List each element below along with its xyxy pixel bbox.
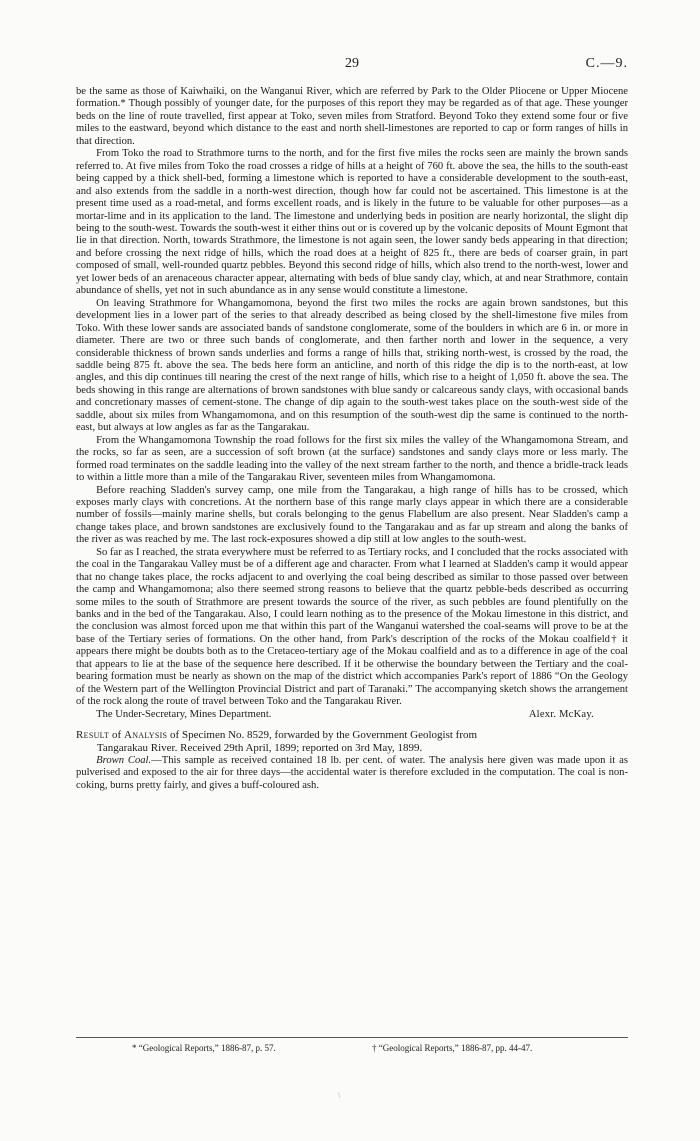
- paragraph: be the same as those of Kaiwhaiki, on the Wanganui River, which are referred by Park to the Older Pliocene or Upper Miocene formation.* Though possibly of younger date, for the purposes of this report they may be regarded as of that age. These younger beds on the line of route travelled, first appear at Toko, seven miles from Stratford. Beyond Toko they extend some four or five miles to the eastward, beyond which distance to the east and north shell-limestones are reported to cap or form ranges of hills in that direction.: [76, 86, 628, 147]
- brown-coal-label: Brown Coal.: [96, 754, 152, 766]
- of-word: of: [112, 728, 122, 741]
- document-code: C.—9.: [585, 56, 628, 71]
- recipient: The Under-Secretary, Mines Department.: [96, 708, 272, 720]
- heading-rest: of Specimen No. 8529, forwarded by the Government Geologist from: [170, 728, 478, 741]
- footnote-rule: [76, 1037, 628, 1038]
- paragraph: On leaving Strathmore for Whangamomona, beyond the first two miles the rocks are again brown sandstones, but this development lies in a lower part of the series to that already described as being closed by the shell-limestone five miles from Toko. With these lower sands are associated bands of sandstone conglomerate, some of the boulders in which are 6 in. or more in diameter. There are two or three such bands of conglomerate, and then farther north and lower in the sequence, a very considerable thickness of brown sands underlies and forms a range of hills that, striking north-west, is crossed by the road, the saddle being 875 ft. above the sea. The beds here form an anticline, and north of this ridge the dip is to the north-east, at low angles, and this dip continues till nearing the crest of the next range of hills, which rise to a height of 1,050 ft. above the sea. The beds showing in this range are alternations of brown sandstones with blue sandy or calcareous sandy clays, with occasional bands and concretionary masses of cement-stone. The change of dip again to the south-west takes place on the south-west side of the saddle, about six miles from Whangamomona, and on this resumption of the south-west dip the same is continued to the north-east, but always at low angles as far as the Tangarakau.: [76, 297, 628, 434]
- brown-coal-text: —This sample as received contained 18 lb. per cent. of water. The analysis here given was made upon it as pulverised and exposed to the air for three days—the accidental water is therefore excluded in the computation. The coal is non-coking, burns pretty fairly, and gives a buff-coloured ash.: [76, 754, 628, 791]
- author-signature: Alexr. McKay.: [528, 708, 594, 720]
- heading-line2: Tangarakau River. Received 29th April, 1899; reported on 3rd May, 1899.: [96, 741, 423, 754]
- page-number: 29: [345, 56, 359, 71]
- footnotes: [76, 1043, 628, 1055]
- paragraph: So far as I reached, the strata everywhere must be referred to as Tertiary rocks, and I concluded that the rocks associated with the coal in the Tangarakau Valley must be of a different age and character. From what I learned at Sladden's camp it would appear that no change takes place, the rocks adjacent to and overlying the coal being described as similar to those passed over between the camp and Whangamomona; also there seemed strong reasons to believe that the quartz pebble-beds described as occurring some miles to the south of Strathmore are present towards the source of the river, as such pebbles are found plentifully on the banks and in the bed of the Tangarakau. Also, I could learn nothing as to the presence of the Mokau limestone in this district, and the conclusion was almost forced upon me that within this part of the Wanganui watershed the coal-seams will prove to be at the base of the Tertiary series of formations. On the other hand, from Park's description of the rocks of the Mokau coalfield† it appears there might be doubts both as to the Cretaceo-tertiary age of the Mokau coalfield and as to a difference in age of the coal that appears to lie at the base of the sequence here described. If it be otherwise the boundary between the Tertiary and the coal-bearing formation must be nearly as shown on the map of the district which accompanies Park's report of 1886 “On the Geology of the Western part of the Wellington Provincial District and part of Taranaki.” The accompanying sketch shows the arrangement of the rock along the route of travel between Toko and the Tangarakau River.: [76, 546, 628, 708]
- analysis-word: Analysis: [123, 728, 168, 741]
- paragraph: From the Whangamomona Township the road follows for the first six miles the valley of the Whangamomona Stream, and the rocks, so far as seen, are a succession of soft brown (at the surface) sandstones and sandy clays more or less marly. The formed road terminates on the saddle leading into the valley of the next stream farther to the north, and thence a bridle-track leads to within a little more than a mile of the Tangarakau River, seventeen miles from Whangamomona.: [76, 434, 628, 484]
- footnote-2: † “Geological Reports,” 1886-87, pp. 44-47.: [372, 1043, 533, 1053]
- page-header: [76, 56, 628, 76]
- brown-coal-paragraph: [76, 755, 628, 792]
- scan-mark: \: [338, 1091, 341, 1100]
- footnote-1: * “Geological Reports,” 1886-87, p. 57.: [132, 1043, 276, 1053]
- paragraph: Before reaching Sladden's survey camp, one mile from the Tangarakau, a high range of hills has to be crossed, which exposes marly clays with concretions. At the northern base of this range marly clays appear in which there are a considerable number of fossils—mainly marine shells, but corals belonging to the genus Flabellum are also present. Near Sladden's camp a change takes place, and brown sandstones are exclusively found to the Tangarakau and as far up stream and along the banks of the river as was reached by me. The last rock-exposures showed a dip still at low angles to the south-west.: [76, 484, 628, 546]
- analysis-heading: [76, 729, 628, 755]
- signoff: [76, 709, 628, 722]
- body-text: [76, 86, 628, 792]
- paragraph: From Toko the road to Strathmore turns to the north, and for the first five miles the rocks seen are mainly the brown sands referred to. At five miles from Toko the road crosses a ridge of hills at a height of 760 ft. above the sea, the hills to the south-east being capped by a thick shell-bed, forming a limestone which is reported to have a considerable development to the south-east, and also extends from the saddle in a north-west direction, though how far could not be ascertained. This limestone is at the present time used as a road-metal, and forms excellent roads, and is likely in the future to be valuable for other purposes—as a mortar-lime and in its application to the land. The limestone and underlying beds in position are nearly horizontal, the slight dip being to the south-west. Towards the south-west it either thins out or is covered up by the volcanic deposits of Mount Egmont that lie in that direction. North, towards Strathmore, the limestone is not again seen, the lower sandy beds appearing in that direction; and before crossing the next ridge of hills, which the road does at a height of 825 ft., there are beds of coarser grain, in part composed of small, well-rounded quartz pebbles. Beyond this second ridge of hills, which also trend to the north-west, lower and yet lower beds of an arenaceous character appear, alternating with beds of blue sandy clay, which, at and near Strathmore, contain abundance of shells, yet not in such abundance as in any sense would constitute a limestone.: [76, 148, 628, 297]
- result-word: Result: [76, 728, 110, 741]
